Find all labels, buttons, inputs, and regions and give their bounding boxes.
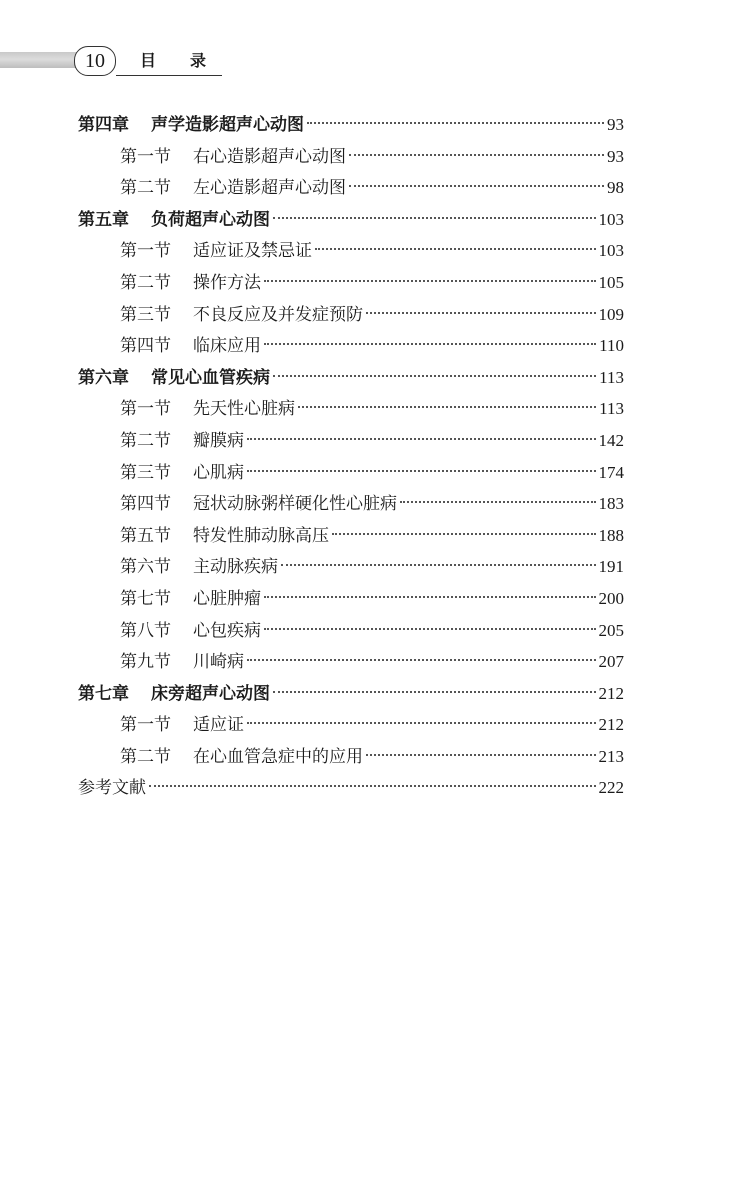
entry-title: 先天性心脏病 xyxy=(193,399,295,420)
entry-page-number: 213 xyxy=(598,746,624,766)
toc-section-entry[interactable] xyxy=(78,235,624,267)
dot-leader xyxy=(307,122,604,124)
entry-label: 第六章 xyxy=(78,367,129,388)
entry-title: 床旁超声心动图 xyxy=(151,683,270,704)
dot-leader xyxy=(247,438,596,440)
entry-page-number: 103 xyxy=(598,241,624,261)
toc-section-entry[interactable] xyxy=(78,330,624,362)
entry-page-number: 207 xyxy=(598,652,624,672)
entry-page-number: 93 xyxy=(607,115,624,134)
dot-leader xyxy=(332,533,596,535)
entry-label: 第四节 xyxy=(120,494,171,515)
entry-label: 第四节 xyxy=(120,336,171,357)
dot-leader xyxy=(273,217,596,219)
toc-section-entry[interactable] xyxy=(78,551,624,583)
toc-section-entry[interactable] xyxy=(78,299,624,331)
running-header xyxy=(0,46,241,76)
entry-page-number: 142 xyxy=(598,430,624,450)
entry-label: 第二节 xyxy=(120,178,171,199)
dot-leader xyxy=(264,280,596,282)
entry-title: 主动脉疾病 xyxy=(193,557,278,578)
entry-label: 第六节 xyxy=(120,557,171,578)
entry-title: 适应证及禁忌证 xyxy=(193,241,312,262)
dot-leader xyxy=(247,659,596,661)
toc-section-entry[interactable] xyxy=(78,267,624,299)
entry-label: 第七章 xyxy=(78,683,129,704)
toc-section-entry[interactable] xyxy=(78,488,624,520)
dot-leader xyxy=(315,248,596,250)
entry-title: 在心血管急症中的应用 xyxy=(193,746,363,767)
entry-page-number: 105 xyxy=(598,272,624,292)
toc-section-entry[interactable] xyxy=(78,615,624,647)
entry-title: 不良反应及并发症预防 xyxy=(193,304,363,325)
dot-leader xyxy=(349,185,604,187)
entry-title: 川崎病 xyxy=(193,652,244,673)
entry-page-number: 98 xyxy=(607,178,624,198)
entry-page-number: 113 xyxy=(599,399,624,419)
dot-leader xyxy=(281,564,596,566)
entry-page-number: 174 xyxy=(598,462,624,482)
entry-page-number: 109 xyxy=(598,304,624,324)
entry-title: 操作方法 xyxy=(193,272,261,293)
entry-label: 第二节 xyxy=(120,272,171,293)
toc-section-entry[interactable] xyxy=(78,425,624,457)
dot-leader xyxy=(273,375,596,377)
toc-section-entry[interactable] xyxy=(78,583,624,615)
entry-title: 冠状动脉粥样硬化性心脏病 xyxy=(193,494,397,515)
header-title: 目录 xyxy=(140,51,241,70)
entry-title: 临床应用 xyxy=(193,336,261,357)
toc-references-entry[interactable] xyxy=(78,772,624,804)
dot-leader xyxy=(264,343,596,345)
entry-title: 右心造影超声心动图 xyxy=(193,146,346,167)
entry-page-number: 200 xyxy=(598,588,624,608)
entry-title: 心肌病 xyxy=(193,462,244,483)
dot-leader xyxy=(349,154,604,156)
dot-leader xyxy=(264,596,596,598)
page-number: 10 xyxy=(74,46,116,76)
dot-leader xyxy=(400,501,596,503)
entry-label: 第一节 xyxy=(120,241,171,262)
entry-label: 第五章 xyxy=(78,209,129,230)
entry-page-number: 212 xyxy=(598,715,624,735)
entry-page-number: 113 xyxy=(599,367,624,387)
entry-page-number: 93 xyxy=(607,146,624,166)
header-rule xyxy=(116,75,222,76)
dot-leader xyxy=(298,406,596,408)
entry-page-number: 212 xyxy=(598,683,624,703)
dot-leader xyxy=(264,628,596,630)
entry-page-number: 103 xyxy=(598,209,624,229)
entry-title: 负荷超声心动图 xyxy=(151,209,270,230)
toc-section-entry[interactable] xyxy=(78,393,624,425)
toc-section-entry[interactable] xyxy=(78,172,624,204)
entry-title: 参考文献 xyxy=(78,778,146,799)
toc-section-entry[interactable] xyxy=(78,646,624,678)
entry-title: 瓣膜病 xyxy=(193,430,244,451)
entry-label: 第一节 xyxy=(120,715,171,736)
dot-leader xyxy=(149,785,596,787)
entry-title: 常见心血管疾病 xyxy=(151,367,270,388)
toc-chapter-entry[interactable] xyxy=(78,678,624,710)
entry-label: 第二节 xyxy=(120,430,171,451)
entry-label: 第八节 xyxy=(120,620,171,641)
dot-leader xyxy=(247,722,596,724)
entry-label: 第一节 xyxy=(120,399,171,420)
toc-chapter-entry[interactable] xyxy=(78,204,624,236)
entry-page-number: 222 xyxy=(598,778,624,798)
entry-page-number: 183 xyxy=(598,494,624,514)
entry-page-number: 205 xyxy=(598,620,624,640)
toc-chapter-entry[interactable] xyxy=(78,109,624,141)
entry-label: 第三节 xyxy=(120,462,171,483)
entry-page-number: 191 xyxy=(598,557,624,577)
toc-section-entry[interactable] xyxy=(78,520,624,552)
entry-title: 心包疾病 xyxy=(193,620,261,641)
dot-leader xyxy=(366,754,596,756)
toc-chapter-entry[interactable] xyxy=(78,362,624,394)
entry-label: 第九节 xyxy=(120,652,171,673)
entry-title: 心脏肿瘤 xyxy=(193,588,261,609)
toc-section-entry[interactable] xyxy=(78,709,624,741)
entry-title: 声学造影超声心动图 xyxy=(151,115,304,135)
toc-section-entry[interactable] xyxy=(78,457,624,489)
entry-label: 第四章 xyxy=(78,115,129,135)
toc-section-entry[interactable] xyxy=(78,741,624,773)
entry-label: 第二节 xyxy=(120,746,171,767)
entry-label: 第三节 xyxy=(120,304,171,325)
dot-leader xyxy=(273,691,596,693)
entry-title: 适应证 xyxy=(193,715,244,736)
entry-label: 第一节 xyxy=(120,146,171,167)
entry-label: 第五节 xyxy=(120,525,171,546)
entry-title: 左心造影超声心动图 xyxy=(193,178,346,199)
table-of-contents xyxy=(78,109,624,804)
dot-leader xyxy=(247,470,596,472)
entry-label: 第七节 xyxy=(120,588,171,609)
dot-leader xyxy=(366,312,596,314)
entry-page-number: 110 xyxy=(599,336,624,356)
entry-title: 特发性肺动脉高压 xyxy=(193,525,329,546)
toc-section-entry[interactable] xyxy=(78,141,624,173)
entry-page-number: 188 xyxy=(598,525,624,545)
